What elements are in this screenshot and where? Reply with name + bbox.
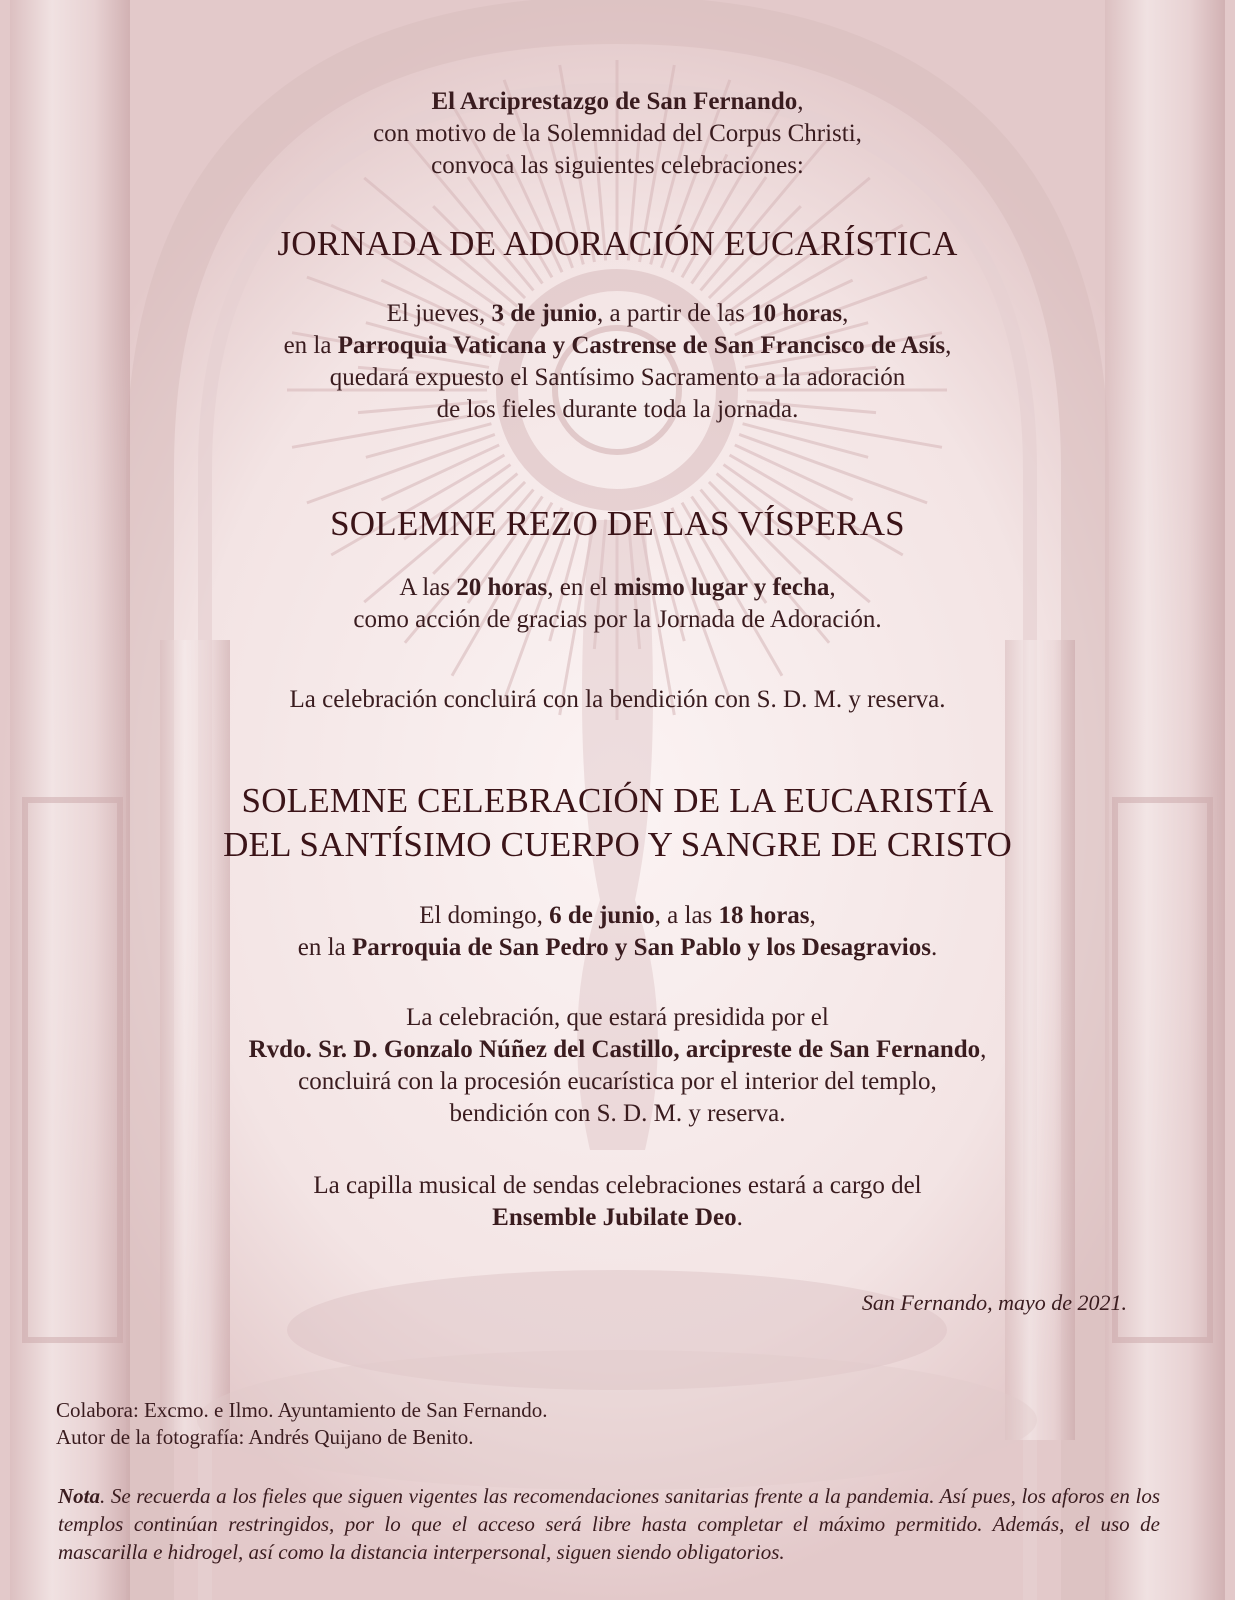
intro-line-3: convoca las siguientes celebraciones: <box>431 152 804 179</box>
presidency-line-4: bendición con S. D. M. y reserva. <box>449 1100 786 1127</box>
presidency-line-1: La celebración, que estará presidida por el <box>406 1004 829 1031</box>
intro-line-1: El Arciprestazgo de San Fernando, <box>431 88 804 115</box>
visperas-line-1: A las 20 horas, en el mismo lugar y fecha, <box>399 574 836 601</box>
intro-block <box>0 86 1235 182</box>
music-line-1: La capilla musical de sendas celebraciones estará a cargo del <box>313 1172 922 1199</box>
eucaristia-line-1: El domingo, 6 de junio, a las 18 horas, <box>419 902 816 929</box>
credits-colabora: Colabora: Excmo. e Ilmo. Ayuntamiento de San Fernando. <box>56 1398 548 1422</box>
note-label: Nota <box>58 1484 100 1508</box>
health-note <box>58 1482 1160 1566</box>
presidency-block <box>0 1002 1235 1130</box>
eucaristia-line-2: en la Parroquia de San Pedro y San Pablo y los Desagravios. <box>297 934 938 961</box>
visperas-title: SOLEMNE REZO DE LAS VÍSPERAS <box>330 504 905 543</box>
ensemble-name: Ensemble Jubilate Deo <box>492 1204 737 1231</box>
music-block <box>0 1170 1235 1234</box>
credits-photo-author: Autor de la fotografía: Andrés Quijano de Benito. <box>56 1425 474 1449</box>
visperas-line-2: como acción de gracias por la Jornada de Adoración. <box>353 606 882 633</box>
intro-line-2: con motivo de la Solemnidad del Corpus Christi, <box>373 120 862 147</box>
eucaristia-title-line-1: SOLEMNE CELEBRACIÓN DE LA EUCARISTÍA <box>241 781 994 820</box>
presidency-line-2: Rvdo. Sr. D. Gonzalo Núñez del Castillo, arcipreste de San Fernando, <box>248 1036 987 1063</box>
jornada-title: JORNADA DE ADORACIÓN EUCARÍSTICA <box>277 224 958 263</box>
eucaristia-title <box>0 779 1235 867</box>
place-date-signature: San Fernando, mayo de 2021. <box>861 1290 1127 1315</box>
jornada-line-2: en la Parroquia Vaticana y Castrense de San Francisco de Asís, <box>283 332 952 359</box>
jornada-line-4: de los fieles durante toda la jornada. <box>436 396 799 423</box>
presidency-line-3: concluirá con la procesión eucarística por el interior del templo, <box>298 1068 937 1095</box>
jornada-details <box>0 298 1235 426</box>
organizer-name: El Arciprestazgo de San Fernando <box>431 88 798 115</box>
eucaristia-title-line-2: DEL SANTÍSIMO CUERPO Y SANGRE DE CRISTO <box>223 825 1012 864</box>
eucaristia-details <box>0 900 1235 964</box>
visperas-closing: La celebración concluirá con la bendición con S. D. M. y reserva. <box>289 686 946 713</box>
jornada-line-1: El jueves, 3 de junio, a partir de las 10 horas, <box>386 300 849 327</box>
note-text: . Se recuerda a los fieles que siguen vigentes las recomendaciones sanitarias frente a la pandemia. Así pues, los aforos en los templos continúan restringidos, por lo que el acceso será libre hasta completar el máximo permitido. Además, el uso de mascarilla e hidrogel, así como la distancia interpersonal, siguen siendo obligatorios. <box>58 1484 1160 1564</box>
jornada-line-3: quedará expuesto el Santísimo Sacramento a la adoración <box>329 364 906 391</box>
visperas-details <box>0 572 1235 636</box>
music-line-2: Ensemble Jubilate Deo. <box>492 1204 743 1231</box>
celebrant-name: Rvdo. Sr. D. Gonzalo Núñez del Castillo, arcipreste de San Fernando <box>248 1036 981 1063</box>
